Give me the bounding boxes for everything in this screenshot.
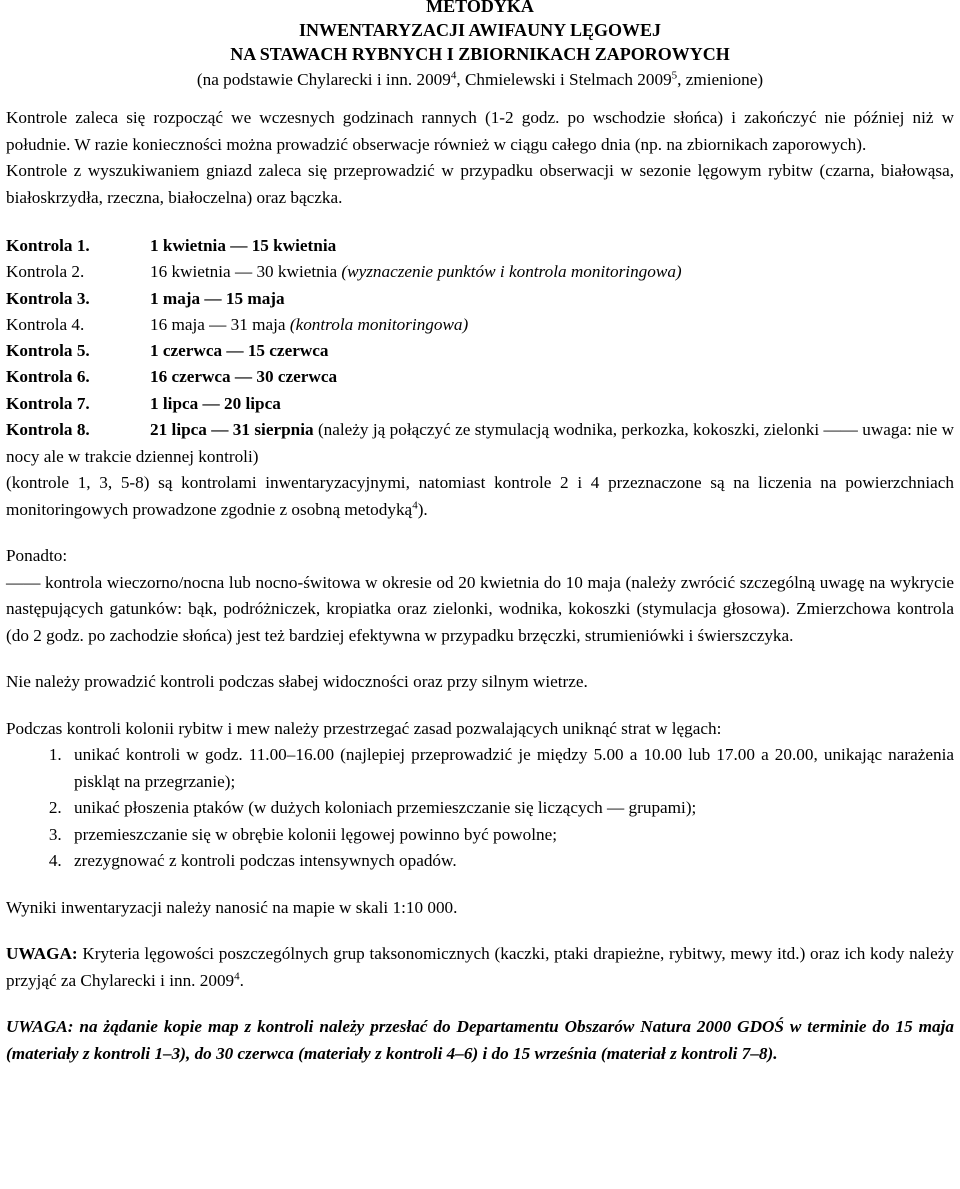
list-item: 1. unikać kontroli w godz. 11.00–16.00 (najlepiej przeprowadzić je między 5.00 a 10.00 lub 17.00 a 20.00, unikając narażenia piskląt na przegrzanie); — [66, 742, 954, 795]
schedule-row-6: Kontrola 6. 16 czerwca — 30 czerwca — [6, 367, 338, 387]
weather-note: Nie należy prowadzić kontroli podczas słabej widoczności oraz przy silnym wietrze. — [6, 672, 588, 692]
intro-paragraph-timing: Kontrole zaleca się rozpocząć we wczesnych godzinach rannych (1-2 godz. po wschodzie słońca) i zakończyć nie później niż w południe. W razie konieczności można prowadzić obserwacje również w ciągu całego dnia (np. na zbiornikach zaporowych). — [6, 108, 954, 154]
document-title — [6, 0, 954, 66]
ponadto-paragraph: —— kontrola wieczorno/nocna lub nocno-świtowa w okresie od 20 kwietnia do 10 maja (należy zwrócić szczególną uwagę na wykrycie następujących gatunków: bąk, podróżniczek, kropiatka oraz zielonki, wodnika, kokoszki (stymulacja głosowa). Zmierzchowa kontrola (do 2 godz. po zachodzie słońca) jest też bardziej efektywna w przypadku brzęczki, strumieniówki i świerszczyka. — [6, 572, 954, 645]
control-8-note: (należy ją połączyć ze stymulacją wodnika, perkozka, kokoszki, zielonki —— uwaga: nie w nocy ale w trakcie dziennej kontroli) — [6, 420, 955, 466]
list-item: 4. zrezygnować z kontroli podczas intensywnych opadów. — [66, 848, 954, 875]
list-item: 3. przemieszczanie się w obrębie kolonii lęgowej powinno być powolne; — [66, 822, 954, 849]
schedule-row-1: Kontrola 1. 1 kwietnia — 15 kwietnia — [6, 236, 337, 255]
intro-paragraph-nests: Kontrole z wyszukiwaniem gniazd zaleca się przeprowadzić w przypadku obserwacji w sezonie lęgowym rybitw (czarna, białowąsa, białoskrzydła, rzeczna, białoczelna) oraz bączka. — [6, 161, 954, 207]
ponadto-label: Ponadto: — [6, 546, 68, 566]
schedule-row-8: Kontrola 8. 21 lipca — 31 sierpnia (należy ją połączyć ze stymulacją wodnika, perkozka, kokoszki, zielonki —— uwaga: nie w nocy ale w trakcie dziennej kontroli) — [6, 420, 955, 466]
colony-rules-list — [6, 742, 954, 875]
schedule-row-7: Kontrola 7. 1 lipca — 20 lipca — [6, 393, 281, 413]
source-citation: (na podstawie Chylarecki i inn. 2009$^4$, Chmielewski i Stelmach 2009$^5$, zmienione) — [196, 69, 764, 89]
colony-intro: Podczas kontroli kolonii rybitw i mew należy przestrzegać zasad pozwalających uniknąć strat w lęgach: — [6, 718, 722, 738]
control-schedule — [6, 233, 954, 470]
map-note: Wyniki inwentaryzacji należy nanosić na mapie w skali 1:10 000. — [6, 897, 458, 917]
schedule-row-2: Kontrola 2. 16 kwietnia — 30 kwietnia (wyznaczenie punktów i kontrola monitoringowa) — [6, 262, 682, 282]
schedule-row-3: Kontrola 3. 1 maja — 15 maja — [6, 288, 285, 308]
schedule-row-5: Kontrola 5. 1 czerwca — 15 czerwca — [6, 341, 329, 361]
document-page — [6, 0, 954, 1067]
uwaga-maps-deadline: UWAGA: na żądanie kopie map z kontroli należy przesłać do Departamentu Obszarów Natura 2000 GDOŚ w terminie do 15 maja (materiały z kontroli 1–3), do 30 czerwca (materiały z kontroli 4–6) i do 15 września (materiał z kontroli 7–8). — [6, 1017, 954, 1063]
list-item: 2. unikać płoszenia ptaków (w dużych koloniach przemieszczanie się liczących — grupami); — [66, 795, 954, 822]
title-line-2: INWENTARYZACJI AWIFAUNY LĘGOWEJ — [298, 20, 662, 40]
controls-explanation: (kontrole 1, 3, 5-8) są kontrolami inwentaryzacyjnymi, natomiast kontrole 2 i 4 przeznaczone są na liczenia na powierzchniach monitoringowych prowadzone zgodnie z osobną metodyką$^4$). — [6, 473, 954, 519]
title-line-3: NA STAWACH RYBNYCH I ZBIORNIKACH ZAPOROWYCH — [230, 44, 730, 64]
title-line-1: METODYKA — [426, 0, 534, 16]
schedule-row-4: Kontrola 4. 16 maja — 31 maja (kontrola monitoringowa) — [6, 314, 469, 334]
uwaga-criteria: UWAGA: Kryteria lęgowości poszczególnych grup taksonomicznych (kaczki, ptaki drapieżne, rybitwy, mewy itd.) oraz ich kody należy przyjąć za Chylarecki i inn. 2009$^4$. — [6, 944, 954, 990]
